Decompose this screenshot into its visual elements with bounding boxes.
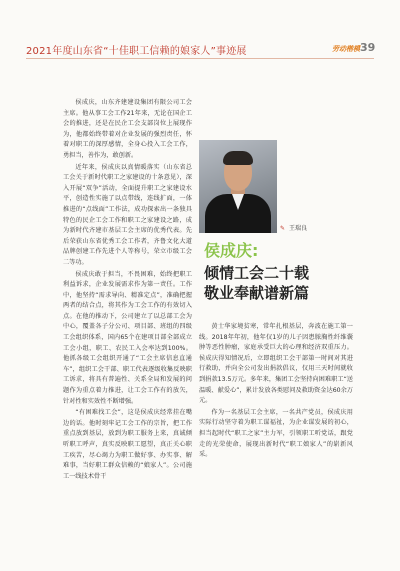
header-divider <box>26 58 374 59</box>
paragraph: 近年来，侯成庆以真情暖落实（山东省总工会关于新时代职工之家建设的十条意见），深入开展“双争”活动，全面提升职工之家建设水平，创造性实施了以点带线，连线扩面，一体推进的“点线面”工作法，成功探索出一条独具特色的民企工会工作和职工之家建设之路，成为新时代齐建市基层工会主席的优秀代表。先后荣获山东省优秀工会工作者，齐鲁文化大道品牌创建工作先进个人等称号，荣立市级工会二等功。 <box>63 163 192 266</box>
profile-name: 侯成庆: <box>204 241 259 260</box>
paragraph: “有困难找工会”，这是侯成庆经常挂在嘴边的话。他时刻牢记工会工作的宗旨，把工作重点放到基层，放到为职工服务上来，真诚倾听职工呼声，真实反映职工愿望，真正关心职工疾苦，尽心竭力为职工做好事、办实事、解难事，当好职工群众信赖的“娘家人”。公司施工一线技术骨干 <box>63 409 192 480</box>
pen-icon: ✎ <box>280 225 286 232</box>
page-number: 39 <box>360 41 376 54</box>
left-column <box>63 98 192 560</box>
paragraph: 侯成庆，山东齐建建设集团有限公司工会主席。他从事工会工作21年来，无论在国企工会的推进，还是在民企工会支部岗位上展现作为，他都始终带着对企业发展的强烈责任，怀着对职工的深厚感情，全身心投入工会工作，勇担当，善作为，敢创新。 <box>63 99 192 159</box>
right-column <box>199 322 353 462</box>
paragraph: 黄士华家境贫寒，常年扎根基层，奔波在施工第一线。2018年年初，他年仅1岁的儿子因患脓胸性纤维囊肿等恶性肿瘤，家庭承受巨大的心理和经济双重压力。侯成庆得知情况后，立即组织工会干部第一时间对其进行救助，并向全公司发出捐款倡议，仅用三天时间就收到捐款13.5万元。多年来，集团工会坚持向困难职工“送温暖、献爱心”，累计发放各类慰问及救助资金达60余万元。 <box>199 323 353 405</box>
section-tag: 劳动楷模 <box>332 45 360 53</box>
headline-line1: 倾情工会二十载 <box>204 264 310 282</box>
paragraph: 侯成庆敢于担当，不畏困难，始终把职工利益诉求，企业发展需求作为第一责任。工作中，他坚持“需求导向、精准定点”，准确把握两者的结合点，将其作为工会工作的有效切入点。在他的推动下，公司建立了以总部工会为中心，覆盖各子分公司、项目部、班组的四级工会组织体系，国内65个在建项目部全部成立工会小组，职工、农民工入会率达到100%。他抓各级工会组织开通了“工会主席信息直通车”，组织工会干部、职工代表逐级收集反映职工诉求，将具有普遍性、关系全局和发展的问题作为重点着力推进，让工会工作有的放矢，针对性和实效性不断增强。 <box>63 270 192 405</box>
headline-line2: 敬业奉献谱新篇 <box>204 284 310 302</box>
author-name: 王瑞良 <box>289 225 308 232</box>
header-title: 2021年度山东省“十佳职工信赖的娘家人”事迹展 <box>26 46 247 57</box>
paragraph: 作为一名基层工会主席，一名共产党员，侯成庆用实际行动坚守着为职工谋福祉，为企业谋发展的初心，担当起时代“职工之家”主力军，引领职工听党话，跟党走的光荣使命，展现出新时代“职工娘家人”的崭新风采。 <box>199 408 353 459</box>
portrait-photo <box>199 140 277 233</box>
